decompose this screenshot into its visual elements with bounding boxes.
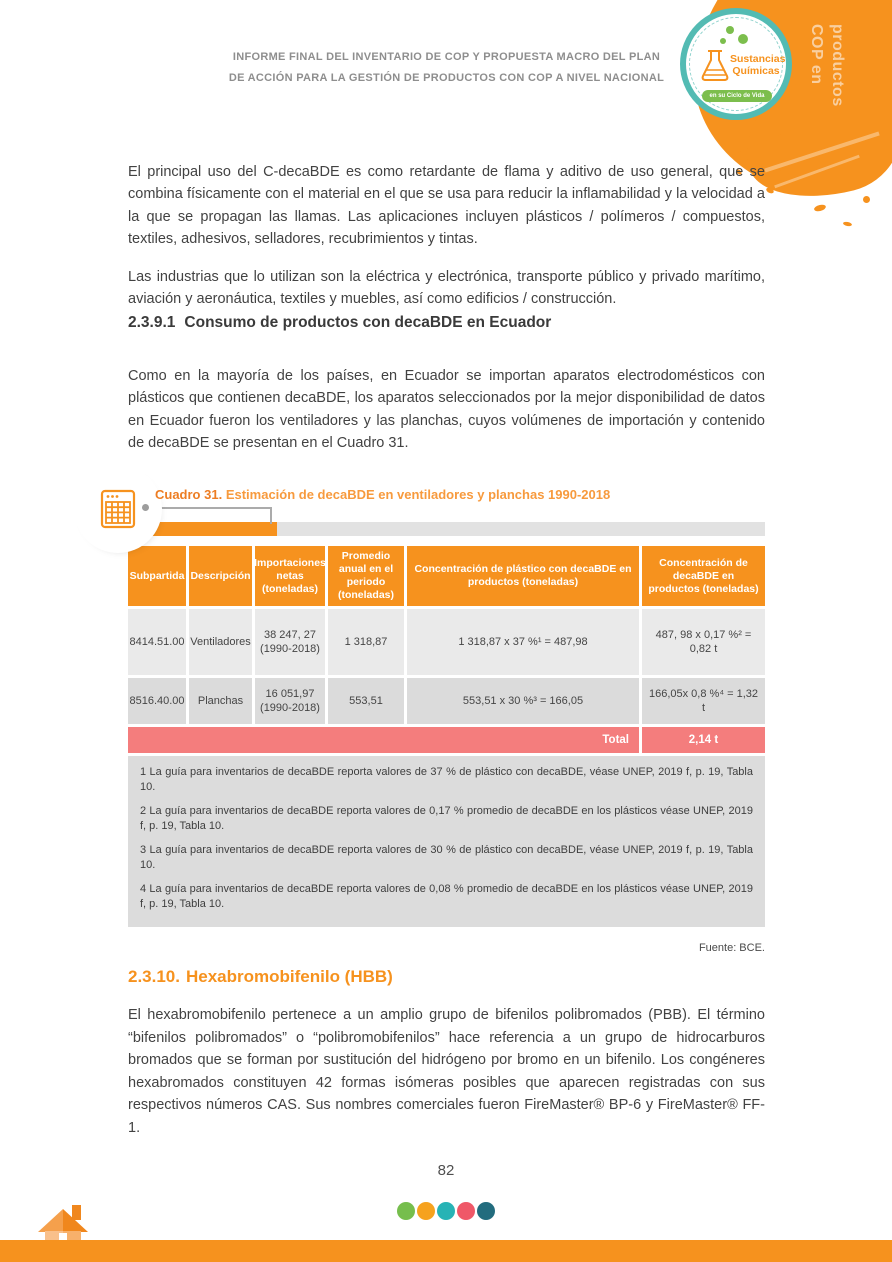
dot-red-icon bbox=[457, 1202, 475, 1220]
section-heading-2391 bbox=[128, 314, 765, 332]
decabde-table bbox=[128, 546, 765, 753]
running-head bbox=[128, 47, 765, 89]
table-grid-icon bbox=[98, 488, 138, 530]
table-cell: Planchas bbox=[189, 678, 252, 724]
table-cell: 553,51 x 30 %³ = 166,05 bbox=[407, 678, 639, 724]
table-cell: 38 247, 27 (1990-2018) bbox=[255, 609, 325, 675]
section-title: Consumo de productos con decaBDE en Ecuador bbox=[184, 314, 552, 331]
column-header: Descripción bbox=[189, 546, 252, 606]
caption-connector-dot bbox=[142, 504, 149, 511]
paragraph-industries: Las industrias que lo utilizan son la eléctrica y electrónica, transporte público y privado marítimo, aviación y aeronáutica, textiles y muebles, así como edificios / construcción. bbox=[128, 268, 765, 307]
sustancias-quimicas-logo bbox=[680, 8, 792, 120]
footnote-1: 1 La guía para inventarios de decaBDE reporta valores de 37 % de plástico con decaBDE, véase UNEP, 2019 f, p. 19, Tabla 10. bbox=[140, 766, 753, 793]
table-cell: 8414.51.00 bbox=[128, 609, 186, 675]
logo-word-1: Sustancias bbox=[730, 53, 786, 65]
table-cell: 1 318,87 bbox=[328, 609, 404, 675]
paragraph-consumption: Como en la mayoría de los países, en Ecuador se importan aparatos electrodomésticos con plásticos que contienen decaBDE, los aparatos seleccionados por la mejor disponibilidad de datos en Ecuador fueron los ventiladores y las planchas, cuyos volúmenes de importación y contenido de decaBDE se presentan en el Cuadro 31. bbox=[128, 367, 765, 451]
section-title: Hexabromobifenilo (HBB) bbox=[186, 967, 393, 986]
dot-teal-icon bbox=[437, 1202, 455, 1220]
table-footnotes bbox=[128, 756, 765, 927]
logo-dot-icon bbox=[726, 26, 734, 34]
logo-banner: en su Ciclo de Vida bbox=[702, 90, 772, 102]
logo-wordmark bbox=[730, 53, 786, 77]
logo-dot-icon bbox=[720, 38, 726, 44]
table-cell: 8516.40.00 bbox=[128, 678, 186, 724]
section-number: 2.3.10. bbox=[128, 967, 180, 986]
section-number: 2.3.9.1 bbox=[128, 314, 176, 331]
table-caption-title: Estimación de decaBDE en ventiladores y planchas 1990-2018 bbox=[225, 487, 611, 502]
logo-dot-icon bbox=[738, 34, 748, 44]
caption-underline-orange bbox=[140, 522, 277, 536]
table-caption-label: Cuadro 31. bbox=[155, 487, 223, 502]
running-head-line2: DE ACCIÓN PARA LA GESTIÓN DE PRODUCTOS CON COP A NIVEL NACIONAL bbox=[228, 72, 665, 84]
brush-speck bbox=[843, 221, 853, 227]
table-section bbox=[128, 546, 765, 1154]
bottom-orange-bar bbox=[0, 1240, 892, 1262]
total-row-value: 2,14 t bbox=[642, 727, 765, 753]
caption-connector-line bbox=[270, 507, 272, 524]
column-header: Importaciones netas (toneladas) bbox=[255, 546, 325, 606]
table-caption bbox=[155, 487, 765, 502]
table-cell: 553,51 bbox=[328, 678, 404, 724]
paragraph-hbb: El hexabromobifenilo pertenece a un amplio grupo de bifenilos polibromados (PBB). El término “bifenilos polibromados” o “polibromobifenilos” hace referencia a un grupo de hidrocarburos bromados que se forman por sustitución del hidrógeno por bromo en un bifenilo. Los congéneres hexabromados constituyen 42 formas isómeras posibles que aparecen registradas con sus respectivos números CAS. Sus nombres comerciales fueron FireMaster® BP-6 y FireMaster® FF-1. bbox=[128, 1007, 765, 1136]
flask-icon bbox=[700, 48, 730, 84]
table-cell: 487, 98 x 0,17 %² = 0,82 t bbox=[642, 609, 765, 675]
caption-connector-line bbox=[148, 507, 272, 509]
caption-underline-gray bbox=[277, 522, 765, 536]
chapter-side-tab: COP en productos bbox=[808, 24, 846, 107]
column-header: Promedio anual en el periodo (toneladas) bbox=[328, 546, 404, 606]
home-roof bbox=[38, 1209, 63, 1232]
table-cell: 166,05x 0,8 %⁴ = 1,32 t bbox=[642, 678, 765, 724]
home-chimney bbox=[72, 1205, 81, 1220]
column-header: Concentración de decaBDE en productos (toneladas) bbox=[642, 546, 765, 606]
section-heading-2310 bbox=[128, 967, 765, 987]
brush-speck bbox=[863, 196, 870, 203]
total-row-label: Total bbox=[128, 727, 639, 753]
page-number: 82 bbox=[437, 1162, 455, 1179]
footer-dots bbox=[0, 1202, 892, 1220]
footnote-3: 3 La guía para inventarios de decaBDE reporta valores de 30 % de plástico con decaBDE, véase UNEP, 2019 f, p. 19, Tabla 10. bbox=[140, 844, 753, 871]
footnote-4: 4 La guía para inventarios de decaBDE reporta valores de 0,08 % promedio de decaBDE en los plásticos véase UNEP, 2019 f, p. 19, Tabla 10. bbox=[140, 883, 753, 910]
dot-orange-icon bbox=[417, 1202, 435, 1220]
dot-green-icon bbox=[397, 1202, 415, 1220]
table-cell: 16 051,97 (1990-2018) bbox=[255, 678, 325, 724]
table-cell: Ventiladores bbox=[189, 609, 252, 675]
column-header: Subpartida bbox=[128, 546, 186, 606]
table-cell: 1 318,87 x 37 %¹ = 487,98 bbox=[407, 609, 639, 675]
home-icon bbox=[38, 1204, 88, 1242]
dot-dark-teal-icon bbox=[477, 1202, 495, 1220]
running-head-line1: INFORME FINAL DEL INVENTARIO DE COP Y PROPUESTA MACRO DEL PLAN bbox=[232, 51, 661, 63]
column-header: Concentración de plástico con decaBDE en productos (toneladas) bbox=[407, 546, 639, 606]
paragraph-uses: El principal uso del C-decaBDE es como retardante de flama y aditivo de uso general, que se combina físicamente con el material en el que se usa para reducir la inflamabilidad y la velocidad a la que se propagan las llamas. Las aplicaciones incluyen plásticos / polímeros / compuestos, textiles, adhesivos, selladores, recubrimientos y tintas. bbox=[128, 163, 765, 247]
source-note: Fuente: BCE. bbox=[698, 942, 765, 954]
brush-speck bbox=[813, 204, 826, 213]
logo-word-2: Químicas bbox=[732, 64, 780, 77]
footnote-2: 2 La guía para inventarios de decaBDE reporta valores de 0,17 % promedio de decaBDE en los plásticos véase UNEP, 2019 f, p. 19, Tabla 10. bbox=[140, 805, 753, 832]
